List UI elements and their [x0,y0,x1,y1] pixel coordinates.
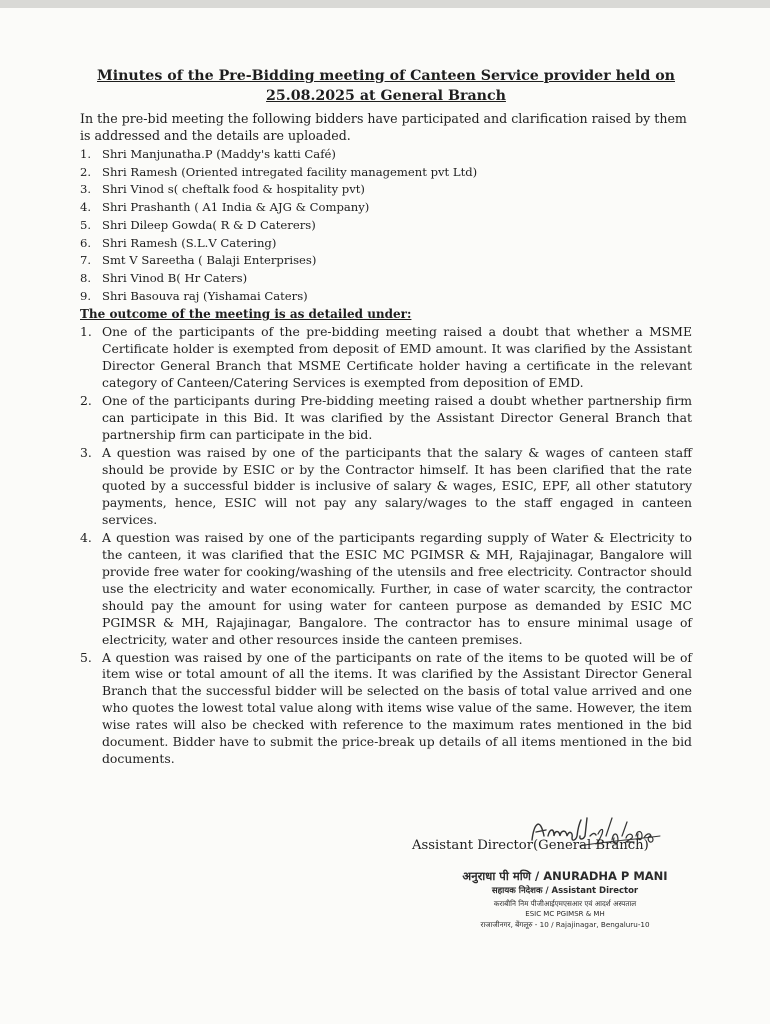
point-text: A question was raised by one of the participants that the salary & wages of canteen staff should be provide by ESIC or by the Contractor himself. It has been clarified that the rate quoted by a successful bidder is inclusive of salary & wages, ESIC, EPF, all other statutory payments, hence, ESIC will not pay any salary/wages to the staff engaged in canteen services. [102,444,692,528]
title-line-2: 25.08.2025 at General Branch [266,88,506,104]
outcome-list [80,324,692,768]
stamp-designation: सहायक निदेशक / Assistant Director [491,886,639,896]
bidder-name: Shri Vinod B( Hr Caters) [102,270,248,285]
bidder-name: Shri Prashanth ( A1 India & AJG & Company) [102,200,370,215]
bidder-name: Shri Ramesh (Oriented intregated facility management pvt Ltd) [102,164,478,179]
official-stamp [430,868,700,931]
bidder-name: Shri Basouva raj (Yishamai Caters) [102,288,308,303]
list-item: 2. Shri Ramesh (Oriented intregated facility management pvt Ltd) [80,164,692,182]
stamp-institution-hindi: कराबीनि निम पीजीआईएमएसआर एवं आदर्श अस्पताल [493,899,637,908]
point-text: One of the participants of the pre-bidding meeting raised a doubt that whether a MSME Certificate holder is exempted from deposit of EMD amount. It was clarified by the Assistant Director General Branch that MSME Certificate holder having a certificate in the relevant category of Canteen/Catering Services is exempted from deposition of EMD. [102,324,692,391]
document-page [80,66,692,769]
bidder-name: Shri Dileep Gowda( R & D Caterers) [102,217,316,232]
bidder-list [80,146,692,305]
list-item: 3. Shri Vinod s( cheftalk food & hospitality pvt) [80,181,692,199]
list-item: 8. Shri Vinod B( Hr Caters) [80,270,692,288]
point-text: One of the participants during Pre-bidding meeting raised a doubt whether partnership firm can participate in this Bid. It was clarified by the Assistant Director General Branch that partnership firm can participate in the bid. [102,392,692,442]
list-item: 1. One of the participants of the pre-bidding meeting raised a doubt that whether a MSME Certificate holder is exempted from deposit of EMD amount. It was clarified by the Assistant Director General Branch that MSME Certificate holder having a certificate in the relevant category of Canteen/Catering Services is exempted from deposition of EMD. [80,324,692,391]
point-text: A question was raised by one of the participants on rate of the items to be quoted will be of item wise or total amount of all the items. It was clarified by the Assistant Director General Branch that the successful bidder will be selected on the basis of total value arrived and one who quotes the lowest total value along with items wise value of the same. However, the item wise rates will also be checked with reference to the maximum rates mentioned in the bid document. Bidder have to submit the price-break up details of all items mentioned in the bid documents. [102,649,692,766]
stamp-name: अनुराधा पी मणि / ANURADHA P MANI [462,869,668,883]
stamp-address: राजाजीनगर, बेंगलूरु - 10 / Rajajinagar, Bengaluru-10 [480,920,650,929]
bidder-name: Shri Ramesh (S.L.V Catering) [102,235,277,250]
point-text: A question was raised by one of the participants regarding supply of Water & Electricity to the canteen, it was clarified that the ESIC MC PGIMSR & MH, Rajajinagar, Bangalore will provide free water for cooking/washing of the utensils and free electricity. Contractor should use the electricity and water economically. Further, in case of water scarcity, the contractor should pay the amount for using water for canteen purpose as demanded by ESIC MC PGIMSR & MH, Rajajinagar, Bangalore. The contractor has to ensure minimal usage of electricity, water and other resources inside the canteen premises. [102,530,692,647]
list-item: 7. Smt V Sareetha ( Balaji Enterprises) [80,252,692,270]
list-item: 4. Shri Prashanth ( A1 India & AJG & Company) [80,199,692,217]
bidder-name: Shri Manjunatha.P (Maddy's katti Café) [102,147,336,161]
bidder-name: Smt V Sareetha ( Balaji Enterprises) [102,253,317,268]
list-item: 5. Shri Dileep Gowda( R & D Caterers) [80,217,692,235]
title-line-1: Minutes of the Pre-Bidding meeting of Canteen Service provider held on [97,68,675,84]
stamp-institution: ESIC MC PGIMSR & MH [525,910,605,918]
intro-paragraph: In the pre-bid meeting the following bidders have participated and clarification raised by them is addressed and the details are uploaded. [80,111,687,143]
document-title [80,66,692,106]
scan-edge [0,0,770,8]
list-item: 1. Shri Manjunatha.P (Maddy's katti Café) [80,146,692,164]
bidder-name: Shri Vinod s( cheftalk food & hospitality pvt) [102,182,365,197]
signatory-designation: Assistant Director(General Branch) [412,838,649,853]
list-item: 6. Shri Ramesh (S.L.V Catering) [80,235,692,253]
outcome-heading: The outcome of the meeting is as detailed under: [80,307,412,322]
list-item: 5. A question was raised by one of the participants on rate of the items to be quoted will be of item wise or total amount of all the items. It was clarified by the Assistant Director General Branch that the successful bidder will be selected on the basis of total value arrived and one who quotes the lowest total value along with items wise value of the same. However, the item wise rates will also be checked with reference to the maximum rates mentioned in the bid document. Bidder have to submit the price-break up details of all items mentioned in the bid documents. [80,649,692,766]
list-item: 4. A question was raised by one of the participants regarding supply of Water & Electricity to the canteen, it was clarified that the ESIC MC PGIMSR & MH, Rajajinagar, Bangalore will provide free water for cooking/washing of the utensils and free electricity. Contractor should use the electricity and water economically. Further, in case of water scarcity, the contractor should pay the amount for using water for canteen purpose as demanded by ESIC MC PGIMSR & MH, Rajajinagar, Bangalore. The contractor has to ensure minimal usage of electricity, water and other resources inside the canteen premises. [80,530,692,647]
list-item: 9. Shri Basouva raj (Yishamai Caters) [80,288,692,306]
list-item: 2. One of the participants during Pre-bidding meeting raised a doubt whether partnership firm can participate in this Bid. It was clarified by the Assistant Director General Branch that partnership firm can participate in the bid. [80,392,692,442]
list-item: 3. A question was raised by one of the participants that the salary & wages of canteen staff should be provide by ESIC or by the Contractor himself. It has been clarified that the rate quoted by a successful bidder is inclusive of salary & wages, ESIC, EPF, all other statutory payments, hence, ESIC will not pay any salary/wages to the staff engaged in canteen services. [80,444,692,528]
